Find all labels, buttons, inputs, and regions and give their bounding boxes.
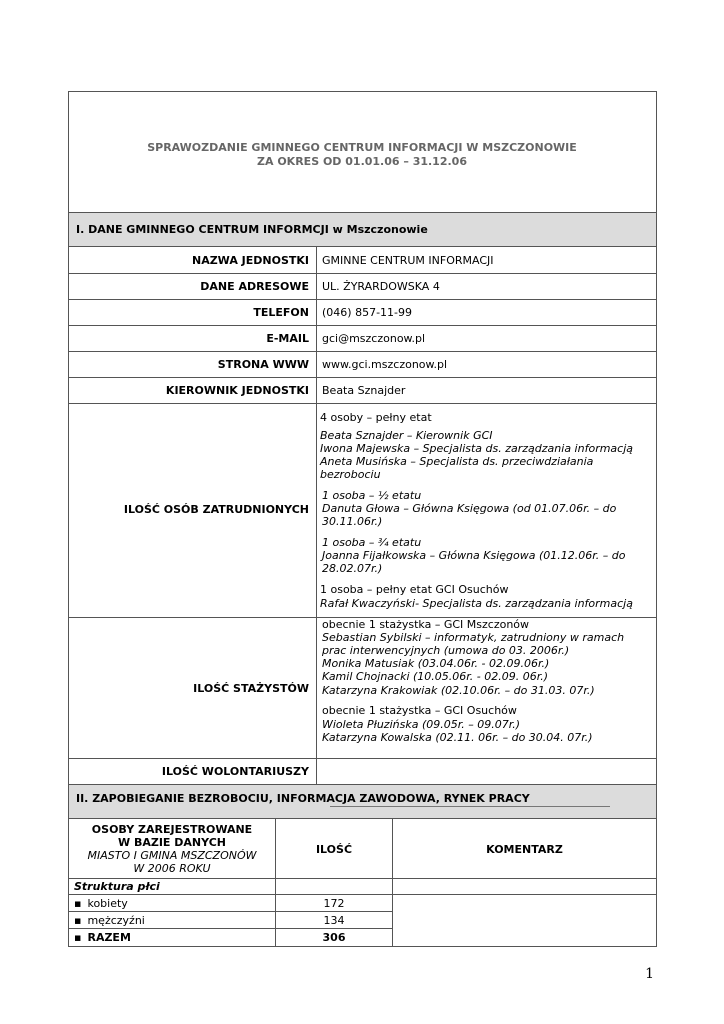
col-registered-header-line2: W BAZIE DANYCH: [118, 836, 226, 849]
employees-line: Danuta Głowa – Główna Księgowa (od 01.07.06r. – do: [322, 502, 617, 515]
interns-label: ILOŚĆ STAŻYSTÓW: [193, 682, 309, 695]
interns-line: Wioleta Płuzińska (09.05r. – 09.07r.): [322, 718, 521, 731]
interns-line: obecnie 1 stażystka – GCI Osuchów: [322, 704, 517, 717]
email-label: E-MAIL: [266, 332, 309, 345]
interns-line: prac interwencyjnych (umowa do 03. 2006r.): [322, 644, 570, 657]
gender-structure-label: Struktura płci: [74, 880, 160, 893]
row-men-label: ▪ mężczyźni: [74, 914, 145, 927]
website-label: STRONA WWW: [217, 358, 309, 371]
employees-line: 4 osoby – pełny etat: [320, 411, 432, 424]
unit-name-value: GMINNE CENTRUM INFORMACJI: [322, 254, 494, 267]
interns-line: Sebastian Sybilski – informatyk, zatrudniony w ramach: [322, 631, 625, 644]
report-title-line2: ZA OKRES OD 01.01.06 – 31.12.06: [257, 155, 467, 168]
employees-line: 28.02.07r.): [322, 562, 383, 575]
phone-label: TELEFON: [253, 306, 309, 319]
section1-heading: I. DANE GMINNEGO CENTRUM INFORMCJI w Mszczonowie: [76, 223, 428, 236]
col-count-header: ILOŚĆ: [315, 843, 353, 856]
col-comment-header: KOMENTARZ: [486, 843, 563, 856]
employees-line: bezrobociu: [320, 468, 381, 481]
employees-line: Rafał Kwaczyński- Specjalista ds. zarządzania informacją: [320, 597, 633, 610]
row-men-value: 134: [323, 914, 345, 927]
interns-line: Katarzyna Krakowiak (02.10.06r. – do 31.03. 07r.): [322, 684, 595, 697]
row-women-value: 172: [323, 897, 345, 910]
employees-line: Beata Sznajder – Kierownik GCI: [320, 429, 493, 442]
row-total-label: ▪ RAZEM: [74, 931, 131, 944]
employees-line: 30.11.06r.): [322, 515, 383, 528]
report-title-line1: SPRAWOZDANIE GMINNEGO CENTRUM INFORMACJI W MSZCZONOWIE: [147, 141, 577, 154]
col-registered-header-line1: OSOBY ZAREJESTROWANE: [91, 823, 253, 836]
page-number: 1: [645, 966, 654, 982]
unit-name-label: NAZWA JEDNOSTKI: [191, 254, 309, 267]
address-label: DANE ADRESOWE: [200, 280, 309, 293]
section2-heading: II. ZAPOBIEGANIE BEZROBOCIU, INFORMACJA ZAWODOWA, RYNEK PRACY: [76, 792, 530, 805]
row-women-label: ▪ kobiety: [74, 897, 128, 910]
employees-line: 1 osoba – ½ etatu: [322, 489, 422, 502]
employees-label: ILOŚĆ OSÓB ZATRUDNIONYCH: [123, 503, 309, 516]
col-registered-header-line4: W 2006 ROKU: [133, 862, 211, 875]
employees-line: 1 osoba – ¾ etatu: [322, 536, 422, 549]
employees-line: Joanna Fijałkowska – Główna Księgowa (01.12.06r. – do: [322, 549, 626, 562]
col-registered-header-line3: MIASTO I GMINA MSZCZONÓW: [87, 849, 257, 862]
row-total-value: 306: [322, 931, 346, 944]
volunteers-label: ILOŚĆ WOLONTARIUSZY: [161, 765, 309, 778]
interns-line: Monika Matusiak (03.04.06r. - 02.09.06r.): [322, 657, 550, 670]
employees-line: 1 osoba – pełny etat GCI Osuchów: [320, 583, 509, 596]
employees-line: Aneta Musińska – Specjalista ds. przeciwdziałania: [320, 455, 594, 468]
email-value: gci@mszczonow.pl: [322, 332, 426, 345]
manager-label: KIEROWNIK JEDNOSTKI: [165, 384, 309, 397]
interns-line: Katarzyna Kowalska (02.11. 06r. – do 30.04. 07r.): [322, 731, 593, 744]
address-value: UL. ŻYRARDOWSKA 4: [322, 280, 440, 293]
interns-line: Kamil Chojnacki (10.05.06r. - 02.09. 06r.): [322, 670, 549, 683]
phone-value: (046) 857-11-99: [322, 306, 413, 319]
interns-line: obecnie 1 stażystka – GCI Mszczonów: [322, 618, 530, 631]
website-value: www.gci.mszczonow.pl: [322, 358, 448, 371]
employees-line: Iwona Majewska – Specjalista ds. zarządzania informacją: [320, 442, 634, 455]
manager-value: Beata Sznajder: [322, 384, 406, 397]
